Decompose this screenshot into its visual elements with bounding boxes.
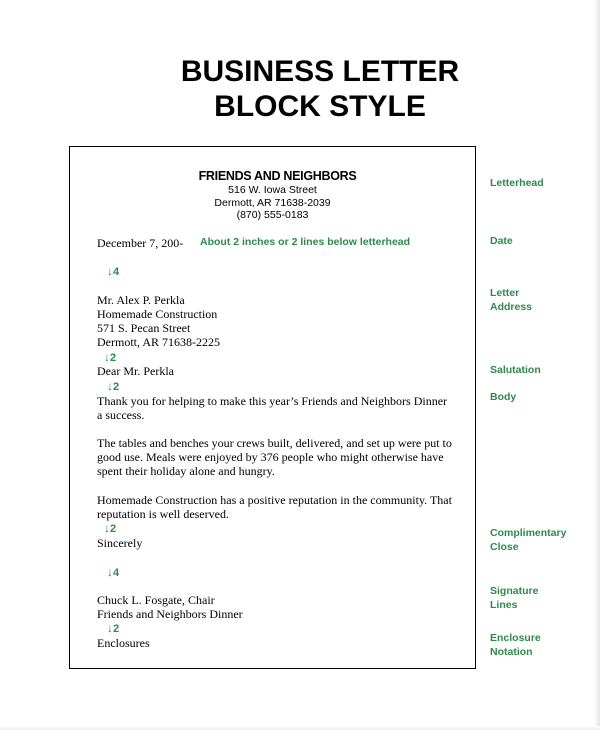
complimentary-close: Sincerely: [97, 536, 143, 550]
body-p2-line-2: good use. Meals were enjoyed by 376 people who might otherwise have: [97, 450, 444, 464]
enclosure-notation: Enclosures: [97, 636, 150, 650]
label-salutation: Salutation: [490, 364, 541, 376]
down-arrow-icon: ↓: [107, 264, 113, 278]
address-line-3: 571 S. Pecan Street: [97, 321, 191, 335]
body-p1-line-1: Thank you for helping to make this year’s Friends and Neighbors Dinner: [97, 394, 448, 408]
label-letterhead: Letterhead: [490, 177, 544, 189]
spacing-after-signature: ↓2: [107, 621, 120, 635]
down-arrow-icon: ↓: [107, 621, 113, 635]
body-p2-line-3: spent their holiday alone and hungry.: [97, 464, 275, 478]
label-letter-address: Letter Address: [490, 287, 533, 313]
body-p2-line-1: The tables and benches your crews built, delivered, and set up were put to: [97, 436, 452, 450]
letterhead-street: 516 W. Iowa Street: [228, 184, 317, 196]
address-line-2: Homemade Construction: [97, 307, 218, 321]
label-body: Body: [490, 391, 517, 403]
down-arrow-icon: ↓: [104, 350, 110, 364]
label-signature-lines: Signature Lines: [490, 585, 539, 611]
signature-line-1: Chuck L. Fosgate, Chair: [97, 593, 215, 607]
letterhead-city: Dermott, AR 71638-2039: [214, 197, 331, 209]
letterhead-phone: (870) 555-0183: [236, 209, 309, 221]
address-line-4: Dermott, AR 71638-2225: [97, 335, 220, 349]
down-arrow-icon: ↓: [104, 521, 110, 535]
label-complimentary-close: Complimentary Close: [490, 527, 567, 553]
label-enclosure-notation: Enclosure Notation: [490, 632, 541, 658]
spacing-after-date: ↓4: [107, 264, 120, 278]
spacing-after-close: ↓4: [107, 565, 120, 579]
spacing-after-address: ↓2: [104, 350, 117, 364]
page-edge-shadow-bottom: [0, 726, 600, 730]
body-p3-line-1: Homemade Construction has a positive reputation in the community. That: [97, 493, 452, 507]
signature-line-2: Friends and Neighbors Dinner: [97, 607, 243, 621]
body-p1-line-2: a success.: [97, 408, 145, 422]
body-p3-line-2: reputation is well deserved.: [97, 507, 229, 521]
salutation: Dear Mr. Perkla: [97, 364, 174, 378]
spacing-after-salutation: ↓2: [107, 379, 120, 393]
letterhead-company: FRIENDS AND NEIGHBORS: [198, 169, 357, 183]
letter-date: December 7, 200-: [97, 236, 184, 250]
spacing-after-body: ↓2: [104, 521, 117, 535]
page-title-line-2: BLOCK STYLE: [214, 90, 426, 123]
down-arrow-icon: ↓: [107, 565, 113, 579]
label-date: Date: [490, 235, 513, 247]
down-arrow-icon: ↓: [107, 379, 113, 393]
address-line-1: Mr. Alex P. Perkla: [97, 293, 185, 307]
date-placement-note: About 2 inches or 2 lines below letterhead: [200, 236, 411, 248]
page-title-line-1: BUSINESS LETTER: [180, 55, 460, 88]
